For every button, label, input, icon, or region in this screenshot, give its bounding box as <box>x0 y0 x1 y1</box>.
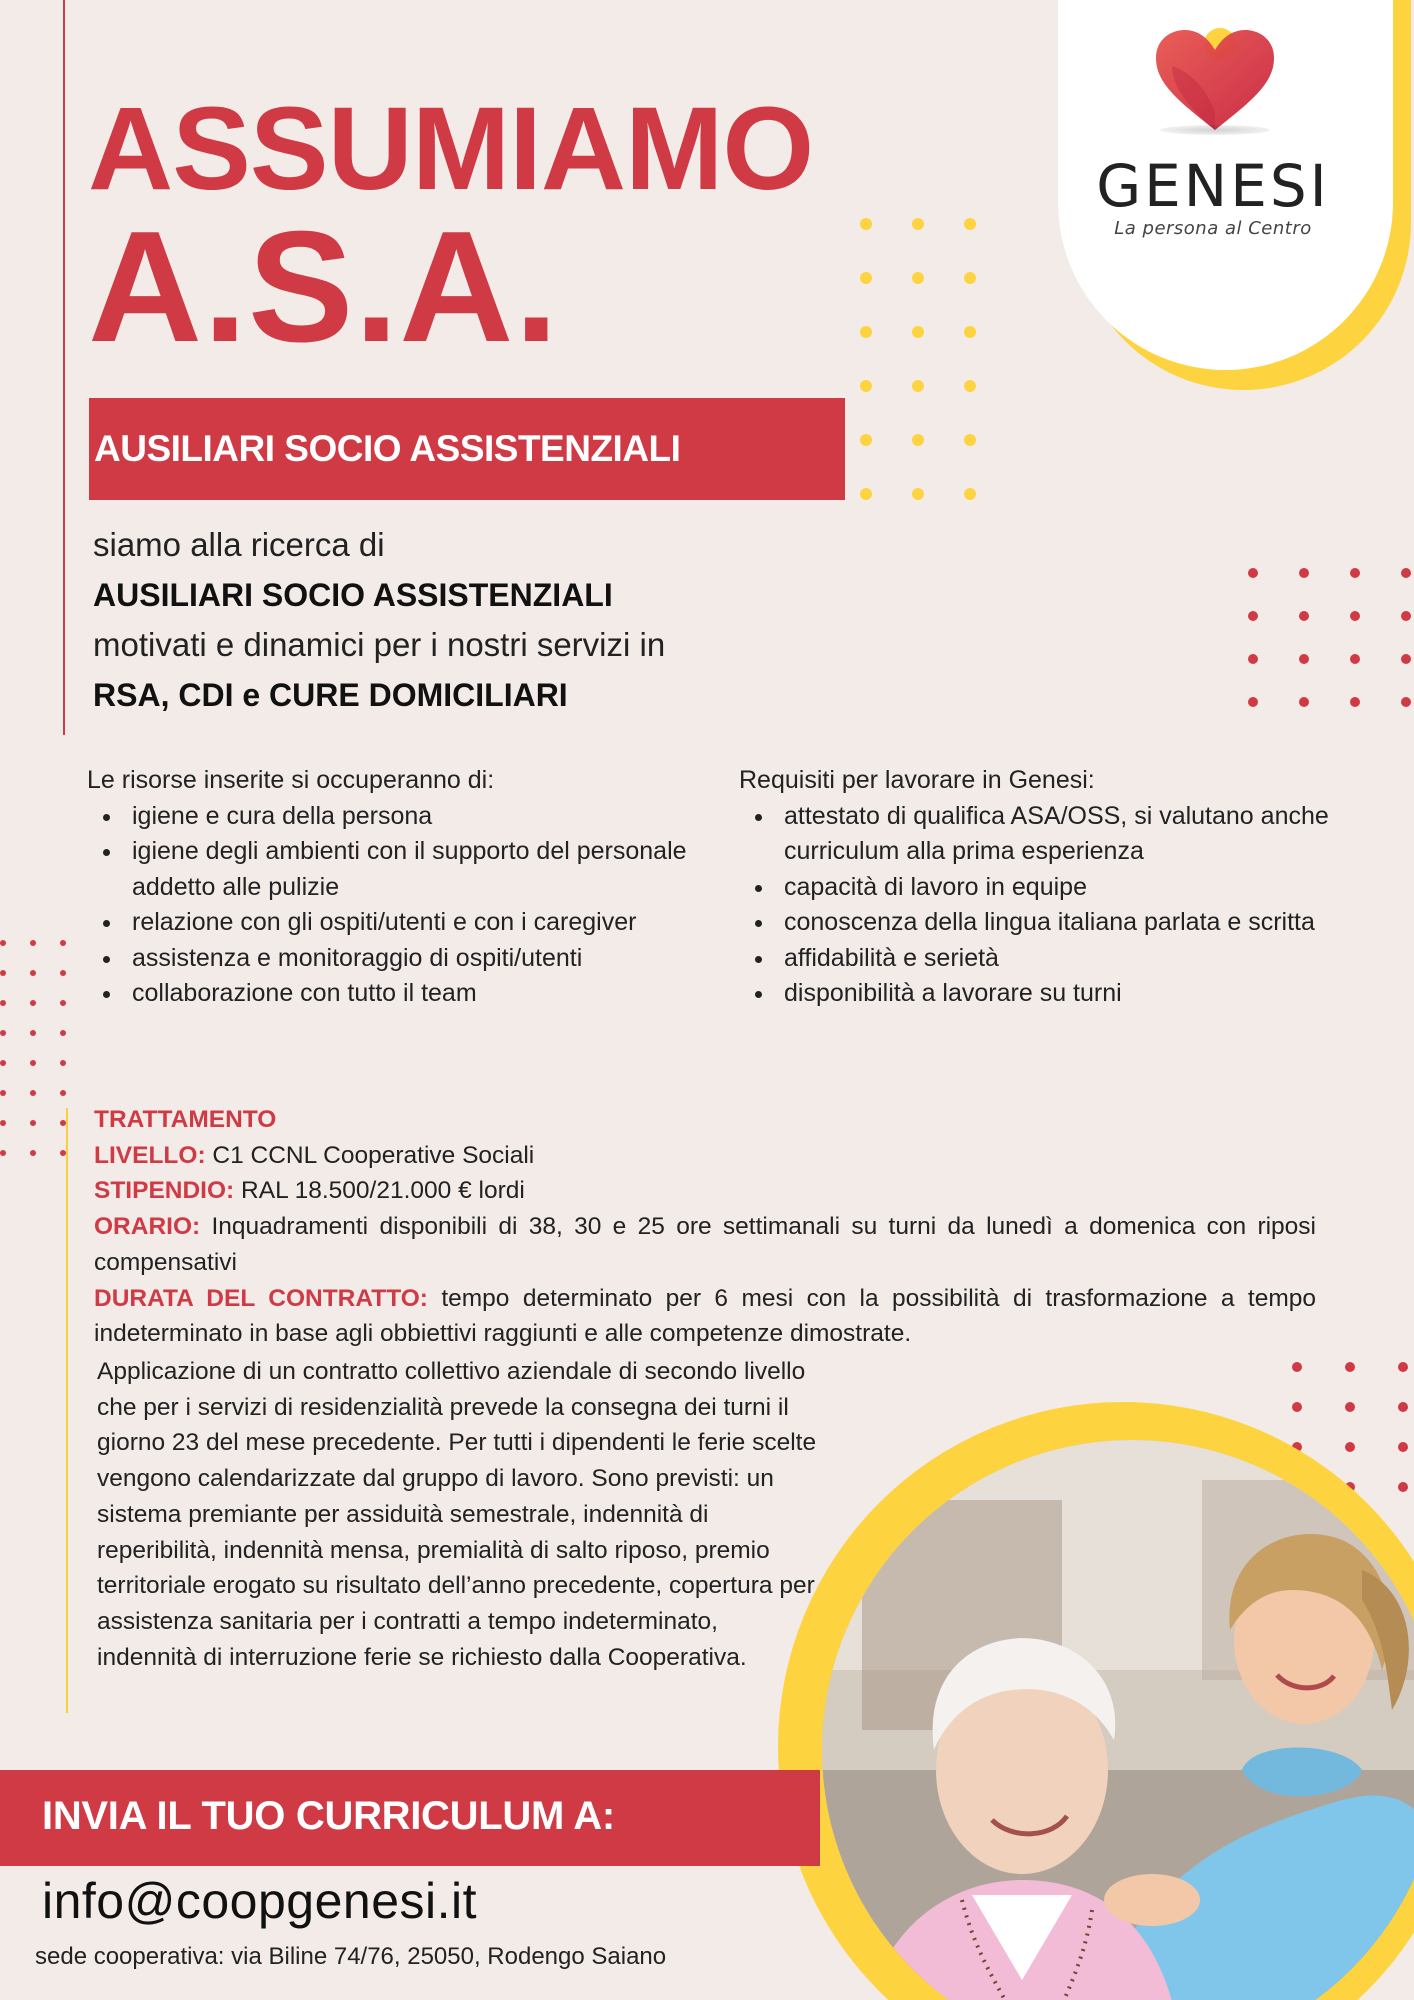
terms-section <box>94 1102 1316 1352</box>
dot <box>0 1000 6 1006</box>
dot <box>0 1030 6 1036</box>
dot <box>1401 697 1411 707</box>
dot <box>964 272 976 284</box>
dot <box>0 940 6 946</box>
dot <box>1248 697 1258 707</box>
dot <box>0 1120 6 1126</box>
dot <box>0 1090 6 1096</box>
salary-value: RAL 18.500/21.000 € lordi <box>241 1177 525 1205</box>
dot <box>860 218 872 230</box>
dot <box>60 970 66 976</box>
dot <box>60 1060 66 1066</box>
duties-list <box>87 799 707 1012</box>
requirements-list <box>739 799 1359 1012</box>
duties-title: Le risorse inserite si occuperanno di: <box>87 766 495 794</box>
logo-shadow <box>1160 125 1270 135</box>
dot <box>1248 654 1258 664</box>
dot <box>1299 611 1309 621</box>
list-item: attestato di qualifica ASA/OSS, si valutano anche curriculum alla prima esperienza <box>739 799 1359 870</box>
dot <box>1345 1402 1355 1412</box>
list-item: assistenza e monitoraggio di ospiti/utenti <box>87 941 707 977</box>
level-row <box>94 1138 1316 1174</box>
list-item: igiene e cura della persona <box>87 799 707 835</box>
list-item: igiene degli ambienti con il supporto del personale addetto alle pulizie <box>87 834 707 905</box>
list-item: conoscenza della lingua italiana parlata e scritta <box>739 905 1359 941</box>
dot <box>60 1030 66 1036</box>
dot <box>964 434 976 446</box>
hours-row <box>94 1209 1316 1280</box>
intro-line-2: AUSILIARI SOCIO ASSISTENZIALI <box>93 577 613 613</box>
brand-tagline: La persona al Centro <box>1114 218 1312 239</box>
dot <box>60 1000 66 1006</box>
dot <box>860 434 872 446</box>
duration-row <box>94 1281 1316 1352</box>
list-item: affidabilità e serietà <box>739 941 1359 977</box>
requirements-section <box>739 763 1359 1012</box>
dot <box>0 970 6 976</box>
dot <box>30 970 36 976</box>
dot <box>912 434 924 446</box>
dot <box>30 1060 36 1066</box>
salary-row <box>94 1173 1316 1209</box>
dot <box>60 940 66 946</box>
terms-title: TRATTAMENTO <box>94 1106 277 1133</box>
dot <box>1350 611 1360 621</box>
hours-label: ORARIO: <box>94 1213 201 1241</box>
dot <box>964 380 976 392</box>
dot <box>912 272 924 284</box>
dot <box>912 380 924 392</box>
level-value: C1 CCNL Cooperative Sociali <box>212 1141 535 1169</box>
dot <box>30 1030 36 1036</box>
list-item: disponibilità a lavorare su turni <box>739 976 1359 1012</box>
address-text: sede cooperativa: via Biline 74/76, 25050, Rodengo Saiano <box>35 1943 667 1970</box>
dot <box>964 326 976 338</box>
heart-logo-icon <box>1150 22 1280 137</box>
cta-text: INVIA IL TUO CURRICULUM A: <box>42 1794 615 1838</box>
email-link[interactable]: info@coopgenesi.it <box>42 1873 478 1929</box>
benefits-paragraph: Applicazione di un contratto collettivo aziendale di secondo livello che per i servizi di residenzialità prevede la consegna dei turni il giorno 23 del mese precedente. Per tutti i dipendenti le ferie scelte vengono calendarizzate dal gruppo di lavoro. Sono previsti: un sistema premiante per assiduità semestrale, indennità di reperibilità, indennità mensa, premialità di salto riposo, premio territoriale erogato su risultato dell’anno precedente, copertura per assistenza sanitaria per i contratti a tempo indeterminato, indennità di interruzione ferie se richiesto dalla Cooperativa. <box>97 1358 817 1671</box>
dot <box>860 272 872 284</box>
dot <box>30 1000 36 1006</box>
dot <box>1398 1482 1408 1492</box>
dot <box>860 380 872 392</box>
dot <box>860 488 872 500</box>
dot <box>30 1150 36 1156</box>
brand-name: GENESI <box>1096 152 1330 220</box>
role-abbreviation: A.S.A. <box>88 199 560 375</box>
dot <box>860 326 872 338</box>
yellow-vertical-rule <box>66 1108 68 1713</box>
list-item: collaborazione con tutto il team <box>87 976 707 1012</box>
list-item: capacità di lavoro in equipe <box>739 870 1359 906</box>
red-vertical-rule <box>63 0 65 735</box>
level-label: LIVELLO: <box>94 1141 206 1169</box>
dot <box>1398 1402 1408 1412</box>
dot <box>1292 1402 1302 1412</box>
dot <box>1398 1442 1408 1452</box>
dot <box>1401 568 1411 578</box>
duration-label: DURATA DEL CONTRATTO: <box>94 1284 428 1312</box>
duration-value: tempo determinato per 6 mesi con la possibilità di trasformazione a tempo indeterminato in base agli obbiettivi raggiunti e alle competenze dimostrate. <box>94 1284 1316 1348</box>
dot <box>30 940 36 946</box>
dot <box>1350 568 1360 578</box>
dot <box>1299 697 1309 707</box>
dot <box>912 218 924 230</box>
dot <box>60 1150 66 1156</box>
dot <box>1292 1362 1302 1372</box>
dot <box>1345 1442 1355 1452</box>
dot <box>1350 697 1360 707</box>
salary-label: STIPENDIO: <box>94 1177 235 1205</box>
dot <box>1398 1362 1408 1372</box>
intro-line-1: siamo alla ricerca di <box>93 526 385 563</box>
dot <box>0 1150 6 1156</box>
dot <box>912 326 924 338</box>
intro-line-4: RSA, CDI e CURE DOMICILIARI <box>93 677 568 713</box>
dot <box>1299 654 1309 664</box>
dot <box>1401 611 1411 621</box>
requirements-title: Requisiti per lavorare in Genesi: <box>739 766 1095 794</box>
dot <box>30 1090 36 1096</box>
intro-line-3: motivati e dinamici per i nostri servizi in <box>93 626 666 663</box>
headline: ASSUMIAMO <box>88 83 814 215</box>
dot <box>30 1120 36 1126</box>
intro-text <box>93 520 665 720</box>
dot <box>0 1060 6 1066</box>
dot <box>60 1120 66 1126</box>
dot <box>964 218 976 230</box>
role-banner-text: AUSILIARI SOCIO ASSISTENZIALI <box>94 428 681 469</box>
dot <box>1299 568 1309 578</box>
hours-value: Inquadramenti disponibili di 38, 30 e 25 ore settimanali su turni da lunedì a domenica con riposi compensativi <box>94 1213 1316 1276</box>
dot <box>1248 568 1258 578</box>
dot <box>964 488 976 500</box>
dot <box>1401 654 1411 664</box>
dot <box>60 1090 66 1096</box>
duties-section <box>87 763 707 1012</box>
dot <box>912 488 924 500</box>
dot <box>1345 1362 1355 1372</box>
list-item: relazione con gli ospiti/utenti e con i caregiver <box>87 905 707 941</box>
dot <box>1248 611 1258 621</box>
dot <box>1350 654 1360 664</box>
